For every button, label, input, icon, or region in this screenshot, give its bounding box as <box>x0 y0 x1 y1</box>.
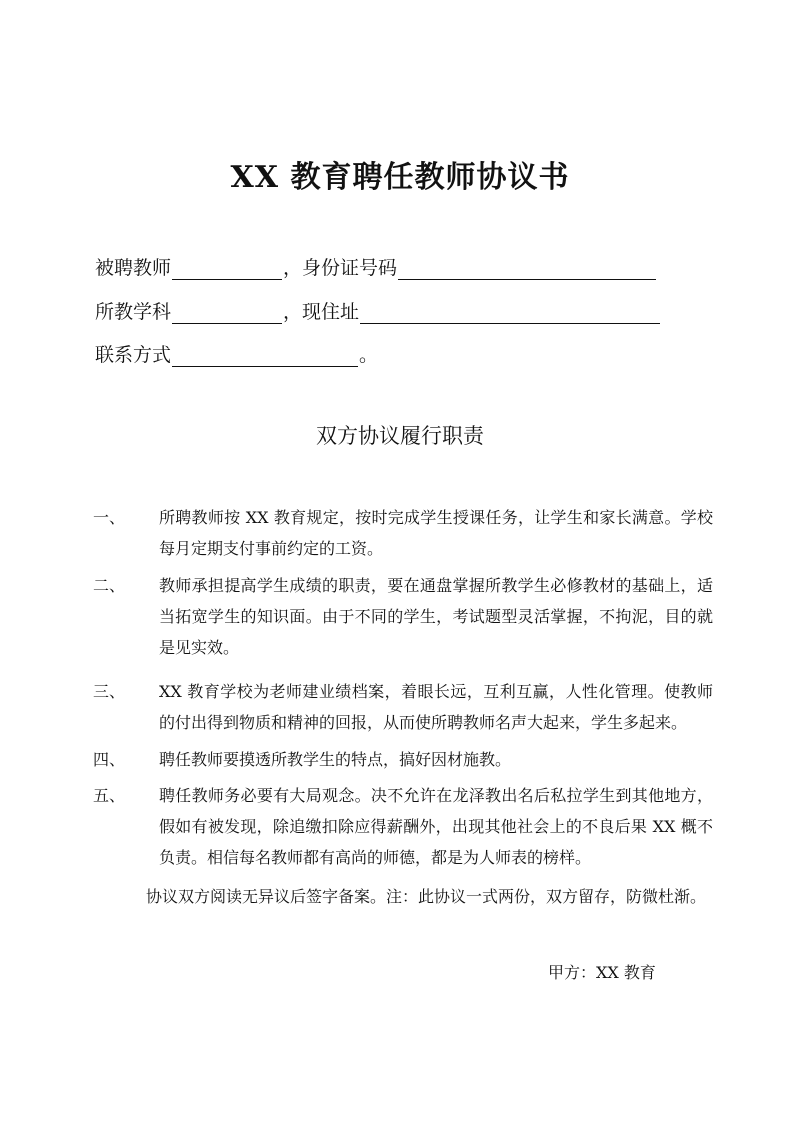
clause-4 <box>93 744 713 775</box>
subject-label: 所教学科 <box>95 301 172 323</box>
clause-text: 教师承担提高学生成绩的职责，要在通盘掌握所教学生必修教材的基础上，适当拓宽学生的知识面。由于不同的学生，考试题型灵活掌握，不拘泥，目的就是见实效。 <box>159 576 713 657</box>
clause-text: 聘任教师务必要有大局观念。决不允许在龙泽教出名后私拉学生到其他地方，假如有被发现，除追缴扣除应得薪酬外，出现其他社会上的不良后果 XX 概不负责。相信每名教师都有高尚的师德，都是为人师表的榜样。 <box>159 786 713 867</box>
clause-text: XX 教育学校为老师建业绩档案，着眼长远，互利互赢，人性化管理。使教师的付出得到物质和精神的回报，从而使所聘教师名声大起来，学生多起来。 <box>159 682 713 732</box>
document-title: XX 教育聘任教师协议书 <box>230 160 570 195</box>
id-label: ，身份证号码 <box>283 257 398 279</box>
signing-note: 协议双方阅读无异议后签字备案。注：此协议一式两份，双方留存，防微杜渐。 <box>146 887 707 906</box>
subject-address-line <box>95 294 661 324</box>
contact-blank[interactable] <box>172 344 358 367</box>
clause-2 <box>93 570 713 663</box>
clause-3 <box>93 676 713 738</box>
clause-number: 五、 <box>93 786 126 805</box>
address-blank[interactable] <box>360 301 660 324</box>
address-label: ，现住址 <box>283 301 360 323</box>
clause-number: 二、 <box>93 576 126 595</box>
contact-label: 联系方式 <box>95 344 172 366</box>
clause-number: 一、 <box>93 508 126 527</box>
section-title: 双方协议履行职责 <box>316 424 484 448</box>
clause-number: 四、 <box>93 750 126 769</box>
clause-1 <box>93 502 713 564</box>
teacher-label: 被聘教师 <box>95 257 172 279</box>
subject-blank[interactable] <box>172 301 282 324</box>
clause-text: 所聘教师按 XX 教育规定，按时完成学生授课任务，让学生和家长满意。学校每月定期支付事前约定的工资。 <box>159 508 713 558</box>
party-a: 甲方：XX 教育 <box>548 963 656 982</box>
contact-end: 。 <box>359 344 379 366</box>
contact-line <box>95 337 378 367</box>
clause-number: 三、 <box>93 682 126 701</box>
teacher-name-blank[interactable] <box>172 257 282 280</box>
clause-text: 聘任教师要摸透所教学生的特点，搞好因材施教。 <box>159 750 512 769</box>
id-number-blank[interactable] <box>398 257 656 280</box>
clause-5 <box>93 780 713 873</box>
teacher-id-line <box>95 250 657 280</box>
